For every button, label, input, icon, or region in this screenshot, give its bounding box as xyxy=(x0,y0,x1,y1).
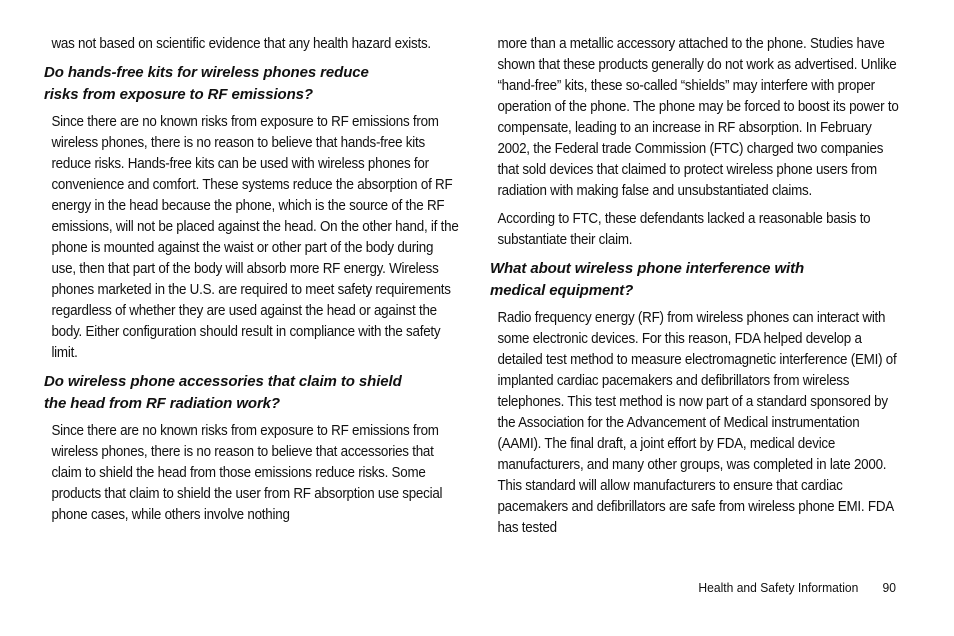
heading-line: Do wireless phone accessories that claim to shield xyxy=(44,373,402,390)
intro-paragraph: was not based on scientific evidence that any health hazard exists. xyxy=(51,36,431,52)
answer-paragraph-handsfree: Since there are no known risks from exposure to RF emissions from wireless phones, there is no reason to believe that hands-free kits reduce risks. Hands-free kits can be used with wireless phones for convenience and comfort. These systems reduce the absorption of RF energy in the head because the phone, which is the source of the RF emissions, will not be placed against the head. On the other hand, if the phone is mounted against the waist or other part of the body during use, then that part of the body will absorb more RF energy. Wireless phones marketed in the U.S. are required to meet safety requirements regardless of whether they are used against the head or against the body. Either configuration should result in compliance with the safety limit. xyxy=(51,114,459,361)
right-column xyxy=(490,34,900,539)
continued-paragraph: more than a metallic accessory attached to the phone. Studies have shown that these products generally do not work as advertised. Unlike “hand-free” kits, these so-called “shields” may interfere with proper operation of the phone. The phone may be forced to boost its power to compensate, leading to an increase in RF absorption. In February 2002, the Federal trade Commission (FTC) charged two companies that sold devices that claimed to protect wireless phone users from radiation with making false and unsubstantiated claims. xyxy=(497,36,899,199)
ftc-paragraph: According to FTC, these defendants lacked a reasonable basis to substantiate their claim. xyxy=(497,211,871,248)
left-column xyxy=(44,34,459,526)
footer-section-title: Health and Safety Information xyxy=(698,580,859,595)
heading-line: risks from exposure to RF emissions? xyxy=(44,86,313,103)
question-heading-handsfree xyxy=(44,62,454,106)
heading-line: medical equipment? xyxy=(490,282,634,299)
page-number: 90 xyxy=(882,580,896,595)
question-heading-shield-accessories xyxy=(44,371,454,415)
page-footer xyxy=(621,578,896,598)
heading-line: Do hands-free kits for wireless phones reduce xyxy=(44,64,369,81)
question-heading-medical-interference xyxy=(490,258,900,302)
answer-paragraph-shield-accessories: Since there are no known risks from exposure to RF emissions from wireless phones, there is no reason to believe that accessories that claim to shield the head from those emissions reduce risks. Some products that claim to shield the user from RF absorption use special phone cases, while others involve nothing xyxy=(51,423,443,523)
heading-line: the head from RF radiation work? xyxy=(44,395,280,412)
answer-paragraph-medical-interference: Radio frequency energy (RF) from wireless phones can interact with some electronic devices. For this reason, FDA helped develop a detailed test method to measure electromagnetic interference (EMI) of implanted cardiac pacemakers and defibrillators from wireless telephones. This test method is now part of a standard sponsored by the Association for the Advancement of Medical instrumentation (AAMI). The final draft, a joint effort by FDA, medical device manufacturers, and many other groups, was completed in late 2000. This standard will allow manufacturers to ensure that cardiac pacemakers and defibrillators are safe from wireless phone EMI. FDA has tested xyxy=(497,310,897,536)
heading-line: What about wireless phone interference with xyxy=(490,260,805,277)
